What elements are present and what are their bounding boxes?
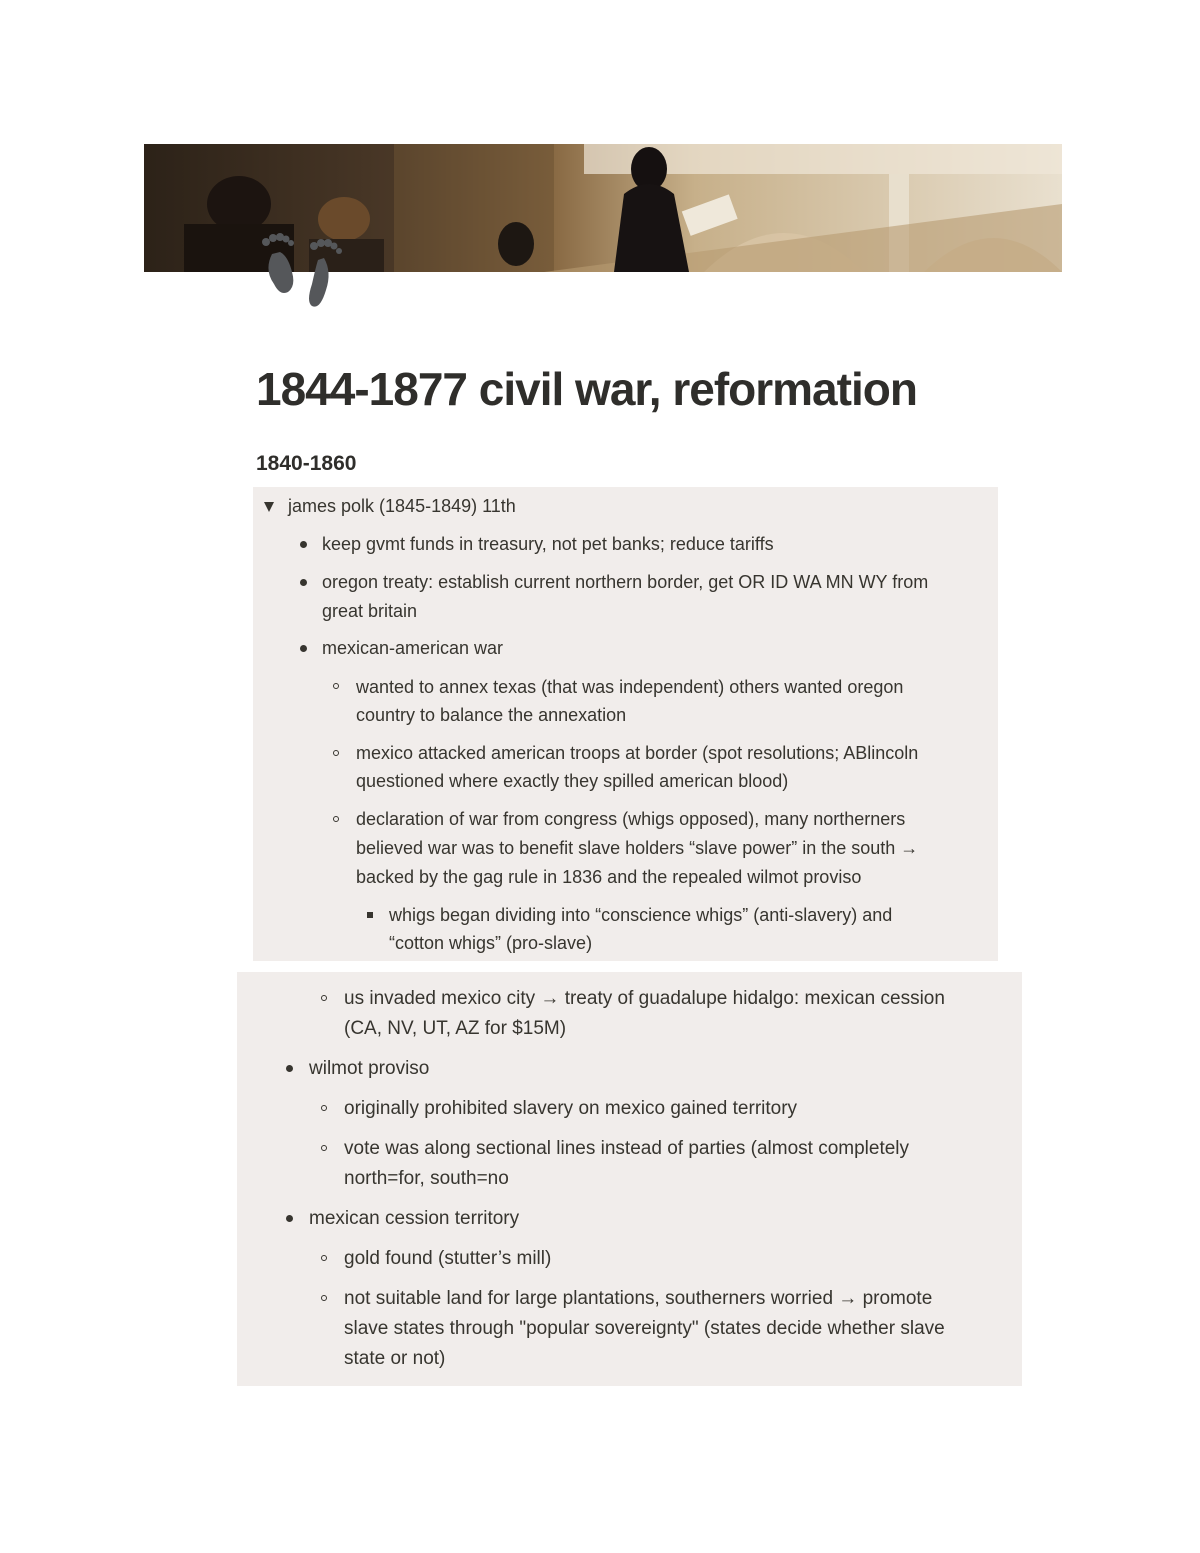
- list-item: wanted to annex texas (that was independent) others wanted oregon: [356, 677, 904, 697]
- list-item: whigs began dividing into “conscience whigs” (anti-slavery) and: [389, 905, 893, 925]
- bullet-circle-icon: [321, 1105, 327, 1111]
- list-item-cont: “cotton whigs” (pro-slave): [389, 933, 593, 953]
- bullet-disc-icon: [286, 1065, 293, 1072]
- bullet-disc-icon: [300, 579, 307, 586]
- list-item-cont: great britain: [322, 601, 418, 621]
- list-item: originally prohibited slavery on mexico gained territory: [344, 1098, 798, 1119]
- list-item-cont: country to balance the annexation: [356, 705, 627, 725]
- bullet-circle-icon: [321, 995, 327, 1001]
- bullet-circle-icon: [333, 750, 339, 756]
- list-item: not suitable land for large plantations, southerners worried → promote: [344, 1288, 933, 1309]
- list-item: wilmot proviso: [309, 1058, 430, 1079]
- bullet-square-icon: [367, 912, 373, 918]
- bullet-circle-icon: [321, 1145, 327, 1151]
- list-item-cont: backed by the gag rule in 1836 and the repealed wilmot proviso: [356, 867, 862, 887]
- bullet-disc-icon: [286, 1215, 293, 1222]
- list-item: keep gvmt funds in treasury, not pet banks; reduce tariffs: [322, 534, 774, 554]
- page-title: 1844-1877 civil war, reformation: [256, 363, 917, 415]
- bullet-circle-icon: [333, 816, 339, 822]
- bullet-disc-icon: [300, 541, 307, 548]
- list-item: mexican-american war: [322, 638, 504, 658]
- toggle-arrow-icon[interactable]: [264, 502, 274, 512]
- bullet-circle-icon: [321, 1255, 327, 1261]
- list-item: us invaded mexico city → treaty of guadalupe hidalgo: mexican cession: [344, 988, 945, 1009]
- list-item: mexico attacked american troops at border (spot resolutions; ABlincoln: [356, 743, 919, 763]
- list-item: gold found (stutter’s mill): [344, 1248, 552, 1269]
- list-item-cont: state or not): [344, 1348, 446, 1369]
- footprints-icon: [254, 222, 354, 318]
- list-item: vote was along sectional lines instead of parties (almost completely: [344, 1138, 910, 1159]
- list-item-cont: (CA, NV, UT, AZ for $15M): [344, 1018, 567, 1039]
- bullet-circle-icon: [333, 683, 339, 689]
- list-item: oregon treaty: establish current northern border, get OR ID WA MN WY from: [322, 572, 929, 592]
- list-item: mexican cession territory: [309, 1208, 520, 1229]
- list-item-cont: questioned where exactly they spilled american blood): [356, 771, 789, 791]
- section-heading: 1840-1860: [256, 452, 357, 475]
- bullet-circle-icon: [321, 1295, 327, 1301]
- toggle-label[interactable]: james polk (1845-1849) 11th: [288, 496, 516, 516]
- list-item: declaration of war from congress (whigs opposed), many northerners: [356, 809, 906, 829]
- list-item-cont: believed war was to benefit slave holders “slave power” in the south →: [356, 838, 919, 858]
- list-item-cont: slave states through "popular sovereignty" (states decide whether slave: [344, 1318, 945, 1339]
- list-item-cont: north=for, south=no: [344, 1168, 509, 1189]
- bullet-disc-icon: [300, 645, 307, 652]
